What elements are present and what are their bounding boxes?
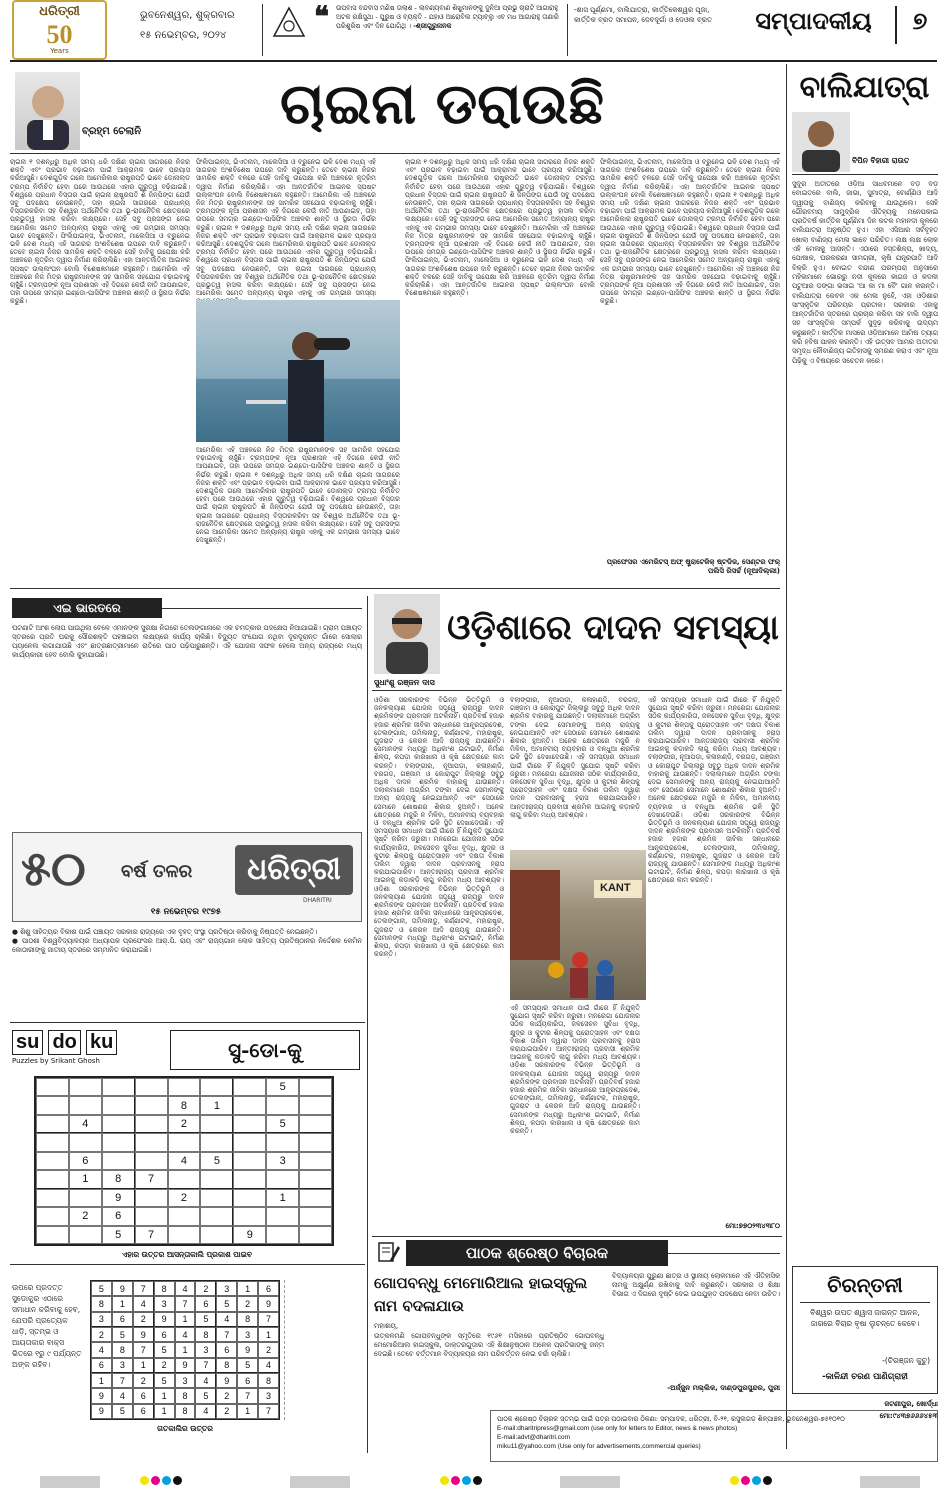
baliyatra-body: ସୁଦୂର ଅତୀତରେ ଓଡ଼ିଆ ସାଧବମାନେ ବଡ଼ ବଡ଼ ବୋଇତରେ ବାଲି, ଜାଭା, ସୁମାତ୍ରା, ବୋର୍ଣ୍ଣିଓ ଆଦି ଦ୍ୱୀପକୁ ବାଣିଜ୍ୟ କରିବାକୁ ଯାଉଥିଲେ। ସେହି ଗୌରବମୟ ସାମୁଦ୍ରିକ ଐତିହ୍ୟକୁ ମନେପକାଇ ପ୍ରତିବର୍ଷ କାର୍ତ୍ତିକ ପୂର୍ଣ୍ଣିମା ଦିନ କଟକ ମହାନଦୀ କୂଳରେ ବାଲିଯାତ୍ରା ଅନୁଷ୍ଠିତ ହୁଏ। ଏହା ଏସିଆର ସର୍ବବୃହତ ଖୋଲା ବାଣିଜ୍ୟ ମେଳା ଭାବେ ପରିଚିତ। ଲକ୍ଷ ଲକ୍ଷ ଲୋକ ଏହି ମେଳାକୁ ଆସନ୍ତି। ଏଠାରେ ହସ୍ତଶିଳ୍ପ, ଖାଦ୍ୟ, ପୋଷାକ, ଘରକରଣା ସାମଗ୍ରୀ, କୃଷି ଯନ୍ତ୍ରପାତି ଆଦି ବିକ୍ରି ହୁଏ। ବୋଇତ ବନ୍ଦାଣ ପରମ୍ପରା ଅନୁସାରେ ମହିଳାମାନେ ଭୋରରୁ ନଦୀ କୂଳରେ କାଗଜ ଓ କଦଳୀ ପଟୁଆର ଡଙ୍ଗା ଭସାଇ 'ଆ କା ମା ବୈ' ଗାନ କରନ୍ତି। ବାଲିଯାତ୍ରା କେବଳ ଏକ ମେଳା ନୁହେଁ, ଏହା ଓଡ଼ିଶାର ସାଂସ୍କୃତିକ ପରିଚୟର ପ୍ରତୀକ। ସରକାର ଏହାକୁ ଆନ୍ତର୍ଜାତିକ ସ୍ତରରେ ପ୍ରଚାର କରିବା ସହ ବାଲି ଦ୍ୱୀପ ସହ ସାଂସ୍କୃତିକ ସମ୍ପର୍କ ସୁଦୃଢ଼ କରିବାକୁ ଉଦ୍ୟମ କରୁଛନ୍ତି। କାର୍ତ୍ତିକ ମାସରେ ଓଡ଼ିଆମାନେ ଆମିଷ ତ୍ୟାଗ କରି ହବିଷ ପାଳନ କରନ୍ତି। ଏହି ଉତ୍ସବ ଆମର ଅତୀତର ସମୃଦ୍ଧ ନୌବାଣିଜ୍ୟ ଇତିହାସକୁ ସ୍ମରଣ କରାଏ ଏବଂ ନୂଆ ପିଢ଼ିକୁ ଏ ବିଷୟରେ ସଚେତନ କରେ। xyxy=(792,180,938,365)
registration-mark xyxy=(560,1476,620,1488)
sudoku-cell: 2 xyxy=(69,1207,102,1225)
labour-paragraph: ଓଡ଼ିଶା ସରକାରଙ୍କ ବିଭିନ୍ନ ଭିତ୍ତିଭୂମି ଓ ଜନକଲ୍ୟାଣ ଯୋଜନା ସତ୍ତ୍ୱେ ରାଜ୍ୟରୁ ଦାଦନ ଶ୍ରମିକଙ୍କ ପ୍ରବାସନ ଅଟକିନାହିଁ। ପ୍ରତିବର୍ଷ ହଜାର ହଜାର ଶ୍ରମିକ ଜୀବିକା ସନ୍ଧାନରେ ଆନ୍ଧ୍ରପ୍ରଦେଶ, ତେଲଙ୍ଗାନା, ତାମିଲନାଡୁ, କର୍ଣ୍ଣାଟକ, ମହାରାଷ୍ଟ୍ର, ଗୁଜରାଟ ଓ କେରଳ ଆଦି ରାଜ୍ୟକୁ ଯାଉଛନ୍ତି। ସେମାନଙ୍କ ମଧ୍ୟରୁ ଅଧିକାଂଶ ଇଟାଭାଟି, ନିର୍ମାଣ ଶିଳ୍ପ, କପଡ଼ା କାରଖାନା ଓ କୃଷି କ୍ଷେତ୍ରରେ କାମ କରନ୍ତି। xyxy=(510,1061,640,1136)
sudoku-answer-cell: 4 xyxy=(258,1358,279,1373)
sudoku-cell xyxy=(102,1115,135,1133)
sudoku-cell xyxy=(36,1078,69,1096)
labour-col-1 xyxy=(374,696,504,1232)
place-day: ଭୁବନେଶ୍ୱର, ଶୁକ୍ରବାର xyxy=(140,10,235,21)
chintani-credit-1: -(ଚିରଞ୍ଜନ କୁଚୁ) xyxy=(882,1356,930,1365)
lead-photo-navy-binoculars xyxy=(196,300,400,442)
baliyatra-sign: ଜଟଣୀପୁର, ଖୋର୍ଦ୍ଧା xyxy=(884,1400,938,1408)
sudoku-answer-cell: 6 xyxy=(216,1342,237,1357)
section-title: ସମ୍ପାଦକୀୟ xyxy=(732,6,897,44)
registration-mark xyxy=(730,1476,774,1488)
lead-paragraph: ଆମେରିକା ଏହି ଅଞ୍ଚଳରେ ନିଜ ମିତ୍ର ରାଷ୍ଟ୍ରମାନଙ୍କ ସହ ସାମରିକ ସହଯୋଗ ବଢ଼ାଇବାକୁ ଚାହୁଁଛି। ଟ୍ରମ୍ପଙ୍କ ନୂଆ ପ୍ରଶାସନ ଏହି ଦିଗରେ କେଉଁ ନୀତି ଆପଣାଇବ, ତାହା ଉପରେ ସମଗ୍ର ଇଣ୍ଡୋ-ପାସିଫିକ ଅଞ୍ଚଳର ଶାନ୍ତି ଓ ସ୍ଥିରତା ନିର୍ଭର କରୁଛି। xyxy=(405,223,595,257)
sudoku-cell: 7 xyxy=(135,1170,168,1188)
print-registration-marks xyxy=(0,1472,945,1492)
lead-col-4 xyxy=(600,158,780,556)
sudoku-answer-cell: 4 xyxy=(175,1281,196,1296)
sudoku-cell xyxy=(233,1133,266,1151)
sudoku-cell: 3 xyxy=(266,1152,299,1170)
divider xyxy=(668,1253,780,1254)
labour-paragraph: ଓଡ଼ିଶା ସରକାରଙ୍କ ବିଭିନ୍ନ ଭିତ୍ତିଭୂମି ଓ ଜନକଲ୍ୟାଣ ଯୋଜନା ସତ୍ତ୍ୱେ ରାଜ୍ୟରୁ ଦାଦନ ଶ୍ରମିକଙ୍କ ପ୍ରବାସନ ଅଟକିନାହିଁ। ପ୍ରତିବର୍ଷ ହଜାର ହଜାର ଶ୍ରମିକ ଜୀବିକା ସନ୍ଧାନରେ ଆନ୍ଧ୍ରପ୍ରଦେଶ, ତେଲଙ୍ଗାନା, ତାମିଲନାଡୁ, କର୍ଣ୍ଣାଟକ, ମହାରାଷ୍ଟ୍ର, ଗୁଜରାଟ ଓ କେରଳ ଆଦି ରାଜ୍ୟକୁ ଯାଉଛନ୍ତି। ସେମାନଙ୍କ ମଧ୍ୟରୁ ଅଧିକାଂଶ ଇଟାଭାଟି, ନିର୍ମାଣ ଶିଳ୍ପ, କପଡ଼ା କାରଖାନା ଓ କୃଷି କ୍ଷେତ୍ରରେ କାମ କରନ୍ତି। xyxy=(648,810,780,885)
sudoku-answer-cell: 2 xyxy=(258,1342,279,1357)
sudoku-answer-cell: 3 xyxy=(195,1342,216,1357)
sudoku-answer-cell: 5 xyxy=(195,1312,216,1327)
sudoku-cell: 5 xyxy=(200,1152,233,1170)
throwback-brand: ଧରିତ୍ରୀ xyxy=(235,845,353,895)
throwback-banner xyxy=(12,832,362,922)
sudoku-answer-cell: 2 xyxy=(154,1358,175,1373)
sudoku-cell xyxy=(69,1189,102,1207)
sudoku-title-or: ସୁ-ଡୋ-କୁ xyxy=(170,1030,360,1070)
labour-contact: ମୋ:୭୭୦୨୩୪୩୮୦ xyxy=(725,1222,780,1230)
sudoku-cell xyxy=(135,1115,168,1133)
sudoku-cell xyxy=(233,1207,266,1225)
quote-icon: ❝ xyxy=(314,0,330,33)
sudoku-answer-cell: 5 xyxy=(112,1404,133,1419)
sudoku-answer-cell: 3 xyxy=(237,1327,258,1342)
sudoku-answer-cell: 7 xyxy=(258,1404,279,1419)
sudoku-answer-cell: 6 xyxy=(133,1388,154,1403)
sudoku-cell: 9 xyxy=(102,1189,135,1207)
sudoku-answer-cell: 7 xyxy=(258,1312,279,1327)
sudoku-cell: 7 xyxy=(135,1226,168,1244)
sudoku-cell xyxy=(102,1133,135,1151)
sudoku-answer-cell: 4 xyxy=(175,1327,196,1342)
sudoku-cell xyxy=(36,1133,69,1151)
sudoku-answer-cell: 7 xyxy=(133,1281,154,1296)
sudoku-answer-label: ଗତକାଲିର ଉତ୍ତର xyxy=(157,1424,213,1433)
divider xyxy=(10,1264,365,1265)
sudoku-cell xyxy=(299,1096,332,1114)
sudoku-cell xyxy=(36,1226,69,1244)
divider xyxy=(262,4,263,56)
almanac: -ଶାସ ପୂର୍ଣ୍ଣମା, ବାଲିଯାତ୍ରା, କାର୍ତ୍ତିକେଶ୍ୱର ପୂଜା, କାର୍ତ୍ତିକ ବ୍ରତ ସମାପନ, ଦେବଦୂର୍ଗା ଓ ଦେଓଲ ବ୍ରତ xyxy=(574,6,713,24)
sudoku-cell xyxy=(135,1078,168,1096)
logo-years: 50 xyxy=(46,20,73,49)
registration-mark xyxy=(860,1476,920,1488)
sudoku-cell xyxy=(266,1226,299,1244)
divider xyxy=(162,608,362,609)
labour-paragraph: ଏହି ସମସ୍ୟାର ସମାଧାନ ପାଇଁ ଗାଁରେ ହିଁ ନିଯୁକ୍ତି ସୁଯୋଗ ସୃଷ୍ଟି କରିବା ଜରୁରୀ। ମନରେଗା ଯୋଜନାର ସଠିକ କାର୍ଯ୍ୟକାରିତା, ଜଳସେଚନ ସୁବିଧା ବୃଦ୍ଧି, କ୍ଷୁଦ୍ର ଓ କୁଟୀର ଶିଳ୍ପକୁ ପ୍ରୋତ୍ସାହନ ଏବଂ ଦକ୍ଷତା ବିକାଶ ତାଲିମ ଦ୍ୱାରା ଦାଦନ ପ୍ରବାସନକୁ ହ୍ରାସ କରାଯାଇପାରିବ। ଆନ୍ତଃରାଜ୍ୟ ପ୍ରବାସୀ ଶ୍ରମିକ ଆଇନକୁ କଡ଼ାକଡ଼ି ଲାଗୁ କରିବା ମଧ୍ୟ ଆବଶ୍ୟକ। xyxy=(374,819,504,885)
sudoku-answer-cell: 8 xyxy=(91,1296,112,1311)
sudoku-cell xyxy=(200,1170,233,1188)
sudoku-answer-cell: 2 xyxy=(133,1373,154,1388)
sudoku-answer-cell: 3 xyxy=(258,1388,279,1403)
labour-headline: ଓଡ଼ିଶାରେ ଦାଦନ ସମସ୍ୟା xyxy=(447,608,779,648)
sudoku-cell xyxy=(233,1078,266,1096)
sudoku-note: ଏହାର ଉତ୍ତର ଆସନ୍ତାକାଲି ପ୍ରକାଶ ପାଇବ xyxy=(122,1250,252,1259)
sudoku-answer-cell: 4 xyxy=(216,1312,237,1327)
sudoku-cell xyxy=(168,1170,201,1188)
sudoku-cell xyxy=(135,1133,168,1151)
labour-col-2b xyxy=(510,1004,640,1232)
divider xyxy=(367,596,368,1453)
letters-headline: ଗୋପବନ୍ଧୁ ମେମୋରିଆଲ ହାଇସ୍କୁଲ ନାମ ବଦଳାଯାଉ xyxy=(374,1274,588,1315)
sudoku-answer-cell: 8 xyxy=(175,1404,196,1419)
sudoku-cell xyxy=(299,1133,332,1151)
author-photo xyxy=(15,72,80,150)
sudoku-answer-cell: 3 xyxy=(112,1358,133,1373)
labour-paragraph: ଏହି ସମସ୍ୟାର ସମାଧାନ ପାଇଁ ଗାଁରେ ହିଁ ନିଯୁକ୍ତି ସୁଯୋଗ ସୃଷ୍ଟି କରିବା ଜରୁରୀ। ମନରେଗା ଯୋଜନାର ସଠିକ କାର୍ଯ୍ୟକାରିତା, ଜଳସେଚନ ସୁବିଧା ବୃଦ୍ଧି, କ୍ଷୁଦ୍ର ଓ କୁଟୀର ଶିଳ୍ପକୁ ପ୍ରୋତ୍ସାହନ ଏବଂ ଦକ୍ଷତା ବିକାଶ ତାଲିମ ଦ୍ୱାରା ଦାଦନ ପ୍ରବାସନକୁ ହ୍ରାସ କରାଯାଇପାରିବ। ଆନ୍ତଃରାଜ୍ୟ ପ୍ରବାସୀ ଶ୍ରମିକ ଆଇନକୁ କଡ଼ାକଡ଼ି ଲାଗୁ କରିବା ମଧ୍ୟ ଆବଶ୍ୟକ। xyxy=(648,696,780,754)
quote-author: -ଶ୍ରୀଗୁରୁନାନକ xyxy=(413,22,452,30)
sudoku-cell xyxy=(135,1189,168,1207)
lead-paragraph: ଆମେରିକା ଏହି ଅଞ୍ଚଳରେ ନିଜ ମିତ୍ର ରାଷ୍ଟ୍ରମାନଙ୍କ ସହ ସାମରିକ ସହଯୋଗ ବଢ଼ାଇବାକୁ ଚାହୁଁଛି। ଟ୍ରମ୍ପଙ୍କ ନୂଆ ପ୍ରଶାସନ ଏହି ଦିଗରେ କେଉଁ ନୀତି ଆପଣାଇବ, ତାହା ଉପରେ ସମଗ୍ର ଇଣ୍ଡୋ-ପାସିଫିକ ଅଞ୍ଚଳର ଶାନ୍ତି ଓ ସ୍ଥିରତା ନିର୍ଭର କରୁଛି। xyxy=(600,264,780,306)
emblem-icon xyxy=(272,6,306,40)
station-sign: KANT xyxy=(600,882,631,894)
sudoku-answer-cell: 5 xyxy=(195,1388,216,1403)
sudoku-brand-do: do xyxy=(48,1030,80,1055)
sudoku-by: Puzzles by Srikant Ghosh xyxy=(12,1057,100,1065)
sudoku-brand-su: su xyxy=(12,1030,43,1055)
registration-mark xyxy=(440,1476,484,1488)
sudoku-cell xyxy=(200,1078,233,1096)
email-line-2: E-mail:advt@dharitri.com xyxy=(497,1434,571,1441)
sudoku-answer-cell: 5 xyxy=(154,1342,175,1357)
ei-bharatare-title: ଏଇ ଭାରତରେ xyxy=(12,598,162,618)
sudoku-answer-cell: 2 xyxy=(133,1312,154,1327)
sudoku-answer-cell: 2 xyxy=(216,1404,237,1419)
sudoku-answer-cell: 6 xyxy=(258,1281,279,1296)
sudoku-answer-cell: 7 xyxy=(195,1358,216,1373)
sudoku-answer-cell: 1 xyxy=(175,1342,196,1357)
sudoku-answer-cell: 9 xyxy=(112,1281,133,1296)
sudoku-answer-cell: 9 xyxy=(216,1373,237,1388)
lead-paragraph: ଚାଇନା ୧ ଦଶନ୍ଧିରୁ ଅଧିକ ସମୟ ଧରି ଦକ୍ଷିଣ ଚାଇନା ସାଗରରେ ନିଜର ଶକ୍ତି ଏବଂ ପ୍ରଭାବ ବଢ଼ାଇବା ପାଇଁ ଆକ୍ରାମକ ଭାବେ ପ୍ରୟାସ କରିଆସୁଛି। ଦେଶଗୁଡ଼ିକ ଗଲେ ଆମେରିକାର ରାଷ୍ଟ୍ରପତି ଭାବେ ଡୋନାଲ୍ଡ ଟ୍ରମ୍ପ ନିର୍ବାଚିତ ହେବା ପରେ ଆଉଥରେ ଏହାର ଗୁରୁତ୍ୱ ବଢ଼ିଯାଇଛି। ବିଶ୍ୱରେ ପ୍ରଧାନ ବିସ୍ତାର ପାଇଁ ଚାଇନା ରାଷ୍ଟ୍ରପତି ଶି ଜିନ୍‌ପିଙ୍ଗ ଯେଉଁ ସବୁ ପଦକ୍ଷେପ ନେଉଛନ୍ତି, ତାହା ଚାଇନା ସାଗରରେ ପ୍ରାଧାନ୍ୟ ବିସ୍ତାରକରିବା ସହ ବିଶ୍ୱର ଅର୍ଥନୈତିକ ତଥା ଭୂ-ରାଜନୈତିକ କ୍ଷେତ୍ରରେ ପ୍ରଭୁତ୍ୱ ହାସଲ କରିବା ଲକ୍ଷ୍ୟରେ। ସେହି ସବୁ ପ୍ରସଙ୍ଗ ନେଇ ଆମେରିକା ସମେତ ଅନ୍ୟାନ୍ୟ ରାଷ୍ଟ୍ର ଏହାକୁ ଏକ ଗମ୍ଭୀର ସମସ୍ୟା ଭାବେ ଦେଖୁଛନ୍ତି। xyxy=(600,190,780,273)
logo xyxy=(12,0,107,60)
sudoku-answer-cell: 8 xyxy=(216,1358,237,1373)
sudoku-answer-cell: 5 xyxy=(91,1281,112,1296)
sudoku-cell: 1 xyxy=(69,1170,102,1188)
labour-author: ସୁଧାଂଶୁ ରଞ୍ଜନ ଦାସ xyxy=(374,678,435,687)
lead-col-3 xyxy=(405,158,595,584)
sudoku-answer-cell: 9 xyxy=(91,1388,112,1403)
address-line: ପାଠକ ଶ୍ରେଷ୍ଠ ବିଚାରକ ସ୍ତମ୍ଭ ପାଇଁ ପତ୍ର ପଠାଇବାର ଠିକଣା: ସମ୍ପାଦକ, ଧରିତ୍ରୀ, ବି-୨୧, ରସୁଲଗଡ଼ ଶିଳ୍ପାଞ୍ଚଳ, ଭୁବନେଶ୍ୱର-୭୫୧୦୧୦ xyxy=(497,1415,845,1423)
sudoku-answer-cell: 1 xyxy=(237,1404,258,1419)
sudoku-cell xyxy=(168,1207,201,1225)
sudoku-cell xyxy=(299,1189,332,1207)
sudoku-cell xyxy=(233,1189,266,1207)
divider xyxy=(10,588,780,589)
sudoku-cell: 8 xyxy=(102,1170,135,1188)
sudoku-answer-cell: 4 xyxy=(91,1342,112,1357)
sudoku-answer-cell: 9 xyxy=(258,1296,279,1311)
sudoku-answer-cell: 1 xyxy=(175,1312,196,1327)
sudoku-cell: 6 xyxy=(102,1207,135,1225)
throwback-brand-small: DHARITRI xyxy=(303,897,332,904)
sudoku-answer-cell: 5 xyxy=(112,1327,133,1342)
sudoku-cell xyxy=(135,1152,168,1170)
sudoku-cell xyxy=(200,1189,233,1207)
sudoku-brand-ku: ku xyxy=(86,1030,117,1055)
labour-paragraph: ଏହି ସମସ୍ୟାର ସମାଧାନ ପାଇଁ ଗାଁରେ ହିଁ ନିଯୁକ୍ତି ସୁଯୋଗ ସୃଷ୍ଟି କରିବା ଜରୁରୀ। ମନରେଗା ଯୋଜନାର ସଠିକ କାର୍ଯ୍ୟକାରିତା, ଜଳସେଚନ ସୁବିଧା ବୃଦ୍ଧି, କ୍ଷୁଦ୍ର ଓ କୁଟୀର ଶିଳ୍ପକୁ ପ୍ରୋତ୍ସାହନ ଏବଂ ଦକ୍ଷତା ବିକାଶ ତାଲିମ ଦ୍ୱାରା ଦାଦନ ପ୍ରବାସନକୁ ହ୍ରାସ କରାଯାଇପାରିବ। ଆନ୍ତଃରାଜ୍ୟ ପ୍ରବାସୀ ଶ୍ରମିକ ଆଇନକୁ କଡ଼ାକଡ଼ି ଲାଗୁ କରିବା ମଧ୍ୟ ଆବଶ୍ୟକ। xyxy=(510,1004,640,1062)
sudoku-answer-cell: 9 xyxy=(237,1342,258,1357)
sudoku-cell: 1 xyxy=(200,1096,233,1114)
lead-paragraph: ଫିଲିପାଇନ୍ସ, ଭିଏତନାମ, ମାଲେସିଆ ଓ ବ୍ରୁନେଇ ଭଳି ଦେଶ ମଧ୍ୟ ଏହି ସାଗରର ଅଂଶବିଶେଷ ଉପରେ ଦାବି କରୁଛନ୍ତି। ତେବେ ଚାଇନା ନିଜର ସାମରିକ ଶକ୍ତି ବଳରେ ସେହି ଦାବିକୁ ଉପେକ୍ଷା କରି ଅଞ୍ଚଳରେ କୃତ୍ରିମ ଦ୍ୱୀପ ନିର୍ମାଣ କରିଚାଲିଛି। ଏହା ଆନ୍ତର୍ଜାତିକ ଆଇନର ସ୍ପଷ୍ଟ ଉଲ୍ଲଂଘନ ବୋଲି ବିଶେଷଜ୍ଞମାନେ କହୁଛନ୍ତି। xyxy=(196,158,376,199)
letters-sign: -ଅର୍ଜ୍ଜୁନ ମଲ୍ଲିକ, ଦାଣ୍ଡପୁରସୁନ୍ଦର, ପୁରୀ xyxy=(667,1384,780,1392)
sudoku-cell xyxy=(168,1226,201,1244)
sudoku-cell xyxy=(299,1115,332,1133)
sudoku-answer-cell: 9 xyxy=(133,1327,154,1342)
sudoku-answer-cell: 8 xyxy=(258,1373,279,1388)
page-number: ୭ xyxy=(912,6,928,35)
registration-mark xyxy=(290,1476,350,1488)
sudoku-answer-cell: 2 xyxy=(195,1281,216,1296)
throwback-number: ୫୦ xyxy=(21,841,86,897)
sudoku-cell xyxy=(200,1207,233,1225)
email-line-3: miku11@yahoo.com (Use only for advertisements,commercial queries) xyxy=(497,1443,701,1450)
sudoku-cell xyxy=(266,1133,299,1151)
sudoku-answer-cell: 7 xyxy=(216,1327,237,1342)
sudoku-answer-cell: 3 xyxy=(154,1296,175,1311)
sudoku-cell xyxy=(266,1207,299,1225)
baliyatra-author-photo xyxy=(792,112,850,172)
chintani-body: ବିଶ୍ୱର ଉପତ ଶ୍ୱାସ ଜାଗନ୍ତ ଆନନ, ଜାଗରେ ବିଚାର ବୃଷା ଲୁଚନ୍ତେ କେବେ। xyxy=(810,1308,920,1328)
sudoku-answer-cell: 6 xyxy=(112,1312,133,1327)
sudoku-answer-cell: 2 xyxy=(91,1327,112,1342)
logo-years-label: Years xyxy=(50,47,69,55)
sudoku-cell: 2 xyxy=(168,1115,201,1133)
lead-paragraph: ଆମେରିକା ଏହି ଅଞ୍ଚଳରେ ନିଜ ମିତ୍ର ରାଷ୍ଟ୍ରମାନଙ୍କ ସହ ସାମରିକ ସହଯୋଗ ବଢ଼ାଇବାକୁ ଚାହୁଁଛି। ଟ୍ରମ୍ପଙ୍କ ନୂଆ ପ୍ରଶାସନ ଏହି ଦିଗରେ କେଉଁ ନୀତି ଆପଣାଇବ, ତାହା ଉପରେ ସମଗ୍ର ଇଣ୍ଡୋ-ପାସିଫିକ ଅଞ୍ଚଳର ଶାନ୍ତି ଓ ସ୍ଥିରତା ନିର୍ଭର କରୁଛି। xyxy=(196,446,400,479)
sudoku-cell xyxy=(168,1078,201,1096)
sudoku-answer-grid xyxy=(90,1280,280,1420)
labour-paragraph: ଏହି ସମସ୍ୟାର ସମାଧାନ ପାଇଁ ଗାଁରେ ହିଁ ନିଯୁକ୍ତି ସୁଯୋଗ ସୃଷ୍ଟି କରିବା ଜରୁରୀ। ମନରେଗା ଯୋଜନାର ସଠିକ କାର୍ଯ୍ୟକାରିତା, ଜଳସେଚନ ସୁବିଧା ବୃଦ୍ଧି, କ୍ଷୁଦ୍ର ଓ କୁଟୀର ଶିଳ୍ପକୁ ପ୍ରୋତ୍ସାହନ ଏବଂ ଦକ୍ଷତା ବିକାଶ ତାଲିମ ଦ୍ୱାରା ଦାଦନ ପ୍ରବାସନକୁ ହ୍ରାସ କରାଯାଇପାରିବ। ଆନ୍ତଃରାଜ୍ୟ ପ୍ରବାସୀ ଶ୍ରମିକ ଆଇନକୁ କଡ଼ାକଡ଼ି ଲାଗୁ କରିବା ମଧ୍ୟ ଆବଶ୍ୟକ। xyxy=(510,753,640,819)
sudoku-cell xyxy=(36,1115,69,1133)
sudoku-cell xyxy=(102,1152,135,1170)
baliyatra-title: ବାଲିଯାତ୍ରା xyxy=(799,70,930,105)
sudoku-answer-cell: 7 xyxy=(237,1388,258,1403)
sudoku-answer-cell: 7 xyxy=(133,1342,154,1357)
sudoku-answer-cell: 1 xyxy=(154,1404,175,1419)
sudoku-answer-cell: 4 xyxy=(195,1373,216,1388)
sudoku-cell xyxy=(233,1152,266,1170)
labour-paragraph: ଓଡ଼ିଶା ସରକାରଙ୍କ ବିଭିନ୍ନ ଭିତ୍ତିଭୂମି ଓ ଜନକଲ୍ୟାଣ ଯୋଜନା ସତ୍ତ୍ୱେ ରାଜ୍ୟରୁ ଦାଦନ ଶ୍ରମିକଙ୍କ ପ୍ରବାସନ ଅଟକିନାହିଁ। ପ୍ରତିବର୍ଷ ହଜାର ହଜାର ଶ୍ରମିକ ଜୀବିକା ସନ୍ଧାନରେ ଆନ୍ଧ୍ରପ୍ରଦେଶ, ତେଲଙ୍ଗାନା, ତାମିଲନାଡୁ, କର୍ଣ୍ଣାଟକ, ମହାରାଷ୍ଟ୍ର, ଗୁଜରାଟ ଓ କେରଳ ଆଦି ରାଜ୍ୟକୁ ଯାଉଛନ୍ତି। ସେମାନଙ୍କ ମଧ୍ୟରୁ ଅଧିକାଂଶ ଇଟାଭାଟି, ନିର୍ମାଣ ଶିଳ୍ପ, କପଡ଼ା କାରଖାନା ଓ କୃଷି କ୍ଷେତ୍ରରେ କାମ କରନ୍ତି। xyxy=(374,696,504,770)
sudoku-cell: 8 xyxy=(168,1096,201,1114)
sudoku-answer-cell: 6 xyxy=(237,1373,258,1388)
sudoku-cell xyxy=(299,1078,332,1096)
sudoku-answer-cell: 2 xyxy=(216,1388,237,1403)
ei-bharatare-body: ଘଟଣାଟି ଆଂଶ ଲୋପ ପାଉଥିଲା ବେଳେ ଏମାନଙ୍କ ସୁରକ୍ଷା ନିଗରେ ତେଲଙ୍ଗାନାରେ ଏକ ଚମତ୍କାର ପଦକ୍ଷେପ ନିଆଯାଇଛି। ଗ୍ରାମ ପଞ୍ଚାୟତ ସ୍ତରରେ ପ୍ରତି ଘରକୁ ସୌରଶକ୍ତି ପହଞ୍ଚାଇବା ଲକ୍ଷ୍ୟରେ କାର୍ଯ୍ୟ ଚାଲିଛି। ବିଦ୍ୟୁତ ସଂଯୋଗ ନଥିବା ଦୂରଦୂରାନ୍ତ ଗାଁରେ ସୋଲାର ପ୍ୟାନେଲ ଲଗାଯାଉଛି ଏବଂ ଛାତ୍ରଛାତ୍ରୀମାନେ ରାତିରେ ପାଠ ପଢ଼ିପାରୁଛନ୍ତି। ଏହି ଯୋଜନା ସଫଳ ହେଲେ ଅନ୍ୟ ରାଜ୍ୟରେ ମଧ୍ୟ କାର୍ଯ୍ୟକାରୀ ହେବ ବୋଲି କୁହାଯାଉଛି। xyxy=(12,624,362,659)
labour-paragraph: ବଲାଙ୍ଗୀର, ନୂଆପଡ଼ା, କଳାହାଣ୍ଡି, ବରଗଡ଼, ଗଞ୍ଜାମ ଓ କୋରାପୁଟ ଜିଲ୍ଲାରୁ ସବୁଠୁ ଅଧିକ ଦାଦନ ଶ୍ରମିକ ବାହାରକୁ ଯାଉଛନ୍ତି। ଦଲାଲମାନେ ଅଗ୍ରିମ ଟଙ୍କା ଦେଇ ସେମାନଙ୍କୁ ଅନ୍ୟ ରାଜ୍ୟକୁ ନେଇଯାଆନ୍ତି ଏବଂ ସେଠାରେ ସେମାନେ ଶୋଷଣର ଶିକାର ହୁଅନ୍ତି। ଅନେକ କ୍ଷେତ୍ରରେ ମଜୁରି ନ ମିଳିବା, ଅମାନବୀୟ ବ୍ୟବହାର ଓ ବନ୍ଧୁଆ ଶ୍ରମିକ ଭଳି ସ୍ଥିତି ଦେଖାଦେଉଛି। xyxy=(510,696,640,762)
lead-author: ବ୍ରହ୍ମ ଚେଲାନି xyxy=(82,126,142,137)
sudoku-cell: 5 xyxy=(266,1115,299,1133)
sudoku-answer-cell: 9 xyxy=(91,1404,112,1419)
lead-paragraph: ଚାଇନା ୧ ଦଶନ୍ଧିରୁ ଅଧିକ ସମୟ ଧରି ଦକ୍ଷିଣ ଚାଇନା ସାଗରରେ ନିଜର ଶକ୍ତି ଏବଂ ପ୍ରଭାବ ବଢ଼ାଇବା ପାଇଁ ଆକ୍ରାମକ ଭାବେ ପ୍ରୟାସ କରିଆସୁଛି। ଦେଶଗୁଡ଼ିକ ଗଲେ ଆମେରିକାର ରାଷ୍ଟ୍ରପତି ଭାବେ ଡୋନାଲ୍ଡ ଟ୍ରମ୍ପ ନିର୍ବାଚିତ ହେବା ପରେ ଆଉଥରେ ଏହାର ଗୁରୁତ୍ୱ ବଢ଼ିଯାଇଛି। ବିଶ୍ୱରେ ପ୍ରଧାନ ବିସ୍ତାର ପାଇଁ ଚାଇନା ରାଷ୍ଟ୍ରପତି ଶି ଜିନ୍‌ପିଙ୍ଗ ଯେଉଁ ସବୁ ପଦକ୍ଷେପ ନେଉଛନ୍ତି, ତାହା ଚାଇନା ସାଗରରେ ପ୍ରାଧାନ୍ୟ ବିସ୍ତାରକରିବା ସହ ବିଶ୍ୱର ଅର୍ଥନୈତିକ ତଥା ଭୂ-ରାଜନୈତିକ କ୍ଷେତ୍ରରେ ପ୍ରଭୁତ୍ୱ ହାସଲ କରିବା ଲକ୍ଷ୍ୟରେ। ସେହି ସବୁ ପ୍ରସଙ୍ଗ ନେଇ ଆମେରିକା ସମେତ ଅନ୍ୟାନ୍ୟ ରାଷ୍ଟ୍ର ଏହାକୁ ଏକ ଗମ୍ଭୀର ସମସ୍ୟା ଭାବେ ଦେଖୁଛନ୍ତି। xyxy=(405,158,595,232)
lead-paragraph: ଆମେରିକା ଏହି ଅଞ୍ଚଳରେ ନିଜ ମିତ୍ର ରାଷ୍ଟ୍ରମାନଙ୍କ ସହ ସାମରିକ ସହଯୋଗ ବଢ଼ାଇବାକୁ ଚାହୁଁଛି। ଟ୍ରମ୍ପଙ୍କ ନୂଆ ପ୍ରଶାସନ ଏହି ଦିଗରେ କେଉଁ ନୀତି ଆପଣାଇବ, ତାହା ଉପରେ ସମଗ୍ର ଇଣ୍ଡୋ-ପାସିଫିକ ଅଞ୍ଚଳର ଶାନ୍ତି ଓ ସ୍ଥିରତା ନିର୍ଭର କରୁଛି। xyxy=(10,264,190,306)
baliyatra-phone: ମୋ:୯୪୩୭୬୬୬୪୫୩ xyxy=(879,1412,938,1420)
sudoku-answer-cell: 7 xyxy=(175,1296,196,1311)
sudoku-cell xyxy=(299,1152,332,1170)
labour-paragraph: ବଲାଙ୍ଗୀର, ନୂଆପଡ଼ା, କଳାହାଣ୍ଡି, ବରଗଡ଼, ଗଞ୍ଜାମ ଓ କୋରାପୁଟ ଜିଲ୍ଲାରୁ ସବୁଠୁ ଅଧିକ ଦାଦନ ଶ୍ରମିକ ବାହାରକୁ ଯାଉଛନ୍ତି। ଦଲାଲମାନେ ଅଗ୍ରିମ ଟଙ୍କା ଦେଇ ସେମାନଙ୍କୁ ଅନ୍ୟ ରାଜ୍ୟକୁ ନେଇଯାଆନ୍ତି ଏବଂ ସେଠାରେ ସେମାନେ ଶୋଷଣର ଶିକାର ହୁଅନ୍ତି। ଅନେକ କ୍ଷେତ୍ରରେ ମଜୁରି ନ ମିଳିବା, ଅମାନବୀୟ ବ୍ୟବହାର ଓ ବନ୍ଧୁଆ ଶ୍ରମିକ ଭଳି ସ୍ଥିତି ଦେଖାଦେଉଛି। xyxy=(374,761,504,828)
sudoku-answer-cell: 4 xyxy=(133,1296,154,1311)
sudoku-cell xyxy=(36,1152,69,1170)
sudoku-cell xyxy=(102,1078,135,1096)
sudoku-cell: 5 xyxy=(102,1226,135,1244)
lead-paragraph: ଫିଲିପାଇନ୍ସ, ଭିଏତନାମ, ମାଲେସିଆ ଓ ବ୍ରୁନେଇ ଭଳି ଦେଶ ମଧ୍ୟ ଏହି ସାଗରର ଅଂଶବିଶେଷ ଉପରେ ଦାବି କରୁଛନ୍ତି। ତେବେ ଚାଇନା ନିଜର ସାମରିକ ଶକ୍ତି ବଳରେ ସେହି ଦାବିକୁ ଉପେକ୍ଷା କରି ଅଞ୍ଚଳରେ କୃତ୍ରିମ ଦ୍ୱୀପ ନିର୍ମାଣ କରିଚାଲିଛି। ଏହା ଆନ୍ତର୍ଜାତିକ ଆଇନର ସ୍ପଷ୍ଟ ଉଲ୍ଲଂଘନ ବୋଲି ବିଶେଷଜ୍ଞମାନେ କହୁଛନ୍ତି। xyxy=(405,256,595,298)
labour-paragraph: ଓଡ଼ିଶା ସରକାରଙ୍କ ବିଭିନ୍ନ ଭିତ୍ତିଭୂମି ଓ ଜନକଲ୍ୟାଣ ଯୋଜନା ସତ୍ତ୍ୱେ ରାଜ୍ୟରୁ ଦାଦନ ଶ୍ରମିକଙ୍କ ପ୍ରବାସନ ଅଟକିନାହିଁ। ପ୍ରତିବର୍ଷ ହଜାର ହଜାର ଶ୍ରମିକ ଜୀବିକା ସନ୍ଧାନରେ ଆନ୍ଧ୍ରପ୍ରଦେଶ, ତେଲଙ୍ଗାନା, ତାମିଲନାଡୁ, କର୍ଣ୍ଣାଟକ, ମହାରାଷ୍ଟ୍ର, ଗୁଜରାଟ ଓ କେରଳ ଆଦି ରାଜ୍ୟକୁ ଯାଉଛନ୍ତି। ସେମାନଙ୍କ ମଧ୍ୟରୁ ଅଧିକାଂଶ ଇଟାଭାଟି, ନିର୍ମାଣ ଶିଳ୍ପ, କପଡ଼ା କାରଖାନା ଓ କୃଷି କ୍ଷେତ୍ରରେ କାମ କରନ୍ତି। xyxy=(374,884,504,959)
letters-body-right: ବିଦ୍ୟାଳୟର ପୁରୁଣା ଛାତ୍ର ଓ ସ୍ଥାନୀୟ ଲୋକମାନେ ଏହି ଐତିହାସିକ ନାମକୁ ଅକ୍ଷୁର୍ଣ୍ଣ ରଖିବାକୁ ଦାବି କରୁଛନ୍ତି। ସରକାର ଓ ଶିକ୍ଷା ବିଭାଗ ଏ ଦିଗରେ ଦୃଷ୍ଟି ଦେଇ ଉପଯୁକ୍ତ ପଦକ୍ଷେପ ନେବା ଉଚିତ। xyxy=(612,1272,780,1298)
sudoku-cell: 9 xyxy=(233,1226,266,1244)
masthead xyxy=(0,0,945,62)
sudoku-answer-cell: 9 xyxy=(175,1358,196,1373)
lead-paragraph: ଫିଲିପାଇନ୍ସ, ଭିଏତନାମ, ମାଲେସିଆ ଓ ବ୍ରୁନେଇ ଭଳି ଦେଶ ମଧ୍ୟ ଏହି ସାଗରର ଅଂଶବିଶେଷ ଉପରେ ଦାବି କରୁଛନ୍ତି। ତେବେ ଚାଇନା ନିଜର ସାମରିକ ଶକ୍ତି ବଳରେ ସେହି ଦାବିକୁ ଉପେକ୍ଷା କରି ଅଞ୍ଚଳରେ କୃତ୍ରିମ ଦ୍ୱୀପ ନିର୍ମାଣ କରିଚାଲିଛି। ଏହା ଆନ୍ତର୍ଜାତିକ ଆଇନର ସ୍ପଷ୍ଟ ଉଲ୍ଲଂଘନ ବୋଲି ବିଶେଷଜ୍ଞମାନେ କହୁଛନ୍ତି। xyxy=(10,231,190,273)
sudoku-answer-cell: 2 xyxy=(237,1296,258,1311)
sudoku-answer-cell: 9 xyxy=(154,1312,175,1327)
throwback-item: ପାଠଶା ବିଶ୍ୱବିଦ୍ୟାଳୟର ଅଧ୍ୟାପକ ପ୍ରଫେସର ଆର୍‌.ପି. ରାୟ ଏବଂ ରାଜ୍ୟଗାନ ଲୋକ ସାହିତ୍ୟ ପ୍ରତିଷ୍ଠାନର ନିର୍ଦ୍ଦେଶକ କେମିନ କୋଠାରୀଙ୍କୁ ଜାତୀୟ ସ୍ତରରେ ସମ୍ମାନିତ କରାଯାଇଛି। xyxy=(12,937,362,954)
lead-headline: ଚାଇନା ଡରାଉଛି xyxy=(280,71,604,137)
sudoku-answer-cell: 5 xyxy=(216,1296,237,1311)
sudoku-cell xyxy=(266,1170,299,1188)
lead-paragraph: ଚାଇନା ୧ ଦଶନ୍ଧିରୁ ଅଧିକ ସମୟ ଧରି ଦକ୍ଷିଣ ଚାଇନା ସାଗରରେ ନିଜର ଶକ୍ତି ଏବଂ ପ୍ରଭାବ ବଢ଼ାଇବା ପାଇଁ ଆକ୍ରାମକ ଭାବେ ପ୍ରୟାସ କରିଆସୁଛି। ଦେଶଗୁଡ଼ିକ ଗଲେ ଆମେରିକାର ରାଷ୍ଟ୍ରପତି ଭାବେ ଡୋନାଲ୍ଡ ଟ୍ରମ୍ପ ନିର୍ବାଚିତ ହେବା ପରେ ଆଉଥରେ ଏହାର ଗୁରୁତ୍ୱ ବଢ଼ିଯାଇଛି। ବିଶ୍ୱରେ ପ୍ରଧାନ ବିସ୍ତାର ପାଇଁ ଚାଇନା ରାଷ୍ଟ୍ରପତି ଶି ଜିନ୍‌ପିଙ୍ଗ ଯେଉଁ ସବୁ ପଦକ୍ଷେପ ନେଉଛନ୍ତି, ତାହା ଚାଇନା ସାଗରରେ ପ୍ରାଧାନ୍ୟ ବିସ୍ତାରକରିବା ସହ ବିଶ୍ୱର ଅର୍ଥନୈତିକ ତଥା ଭୂ-ରାଜନୈତିକ କ୍ଷେତ୍ରରେ ପ୍ରଭୁତ୍ୱ ହାସଲ କରିବା ଲକ୍ଷ୍ୟରେ। ସେହି ସବୁ ପ୍ରସଙ୍ଗ ନେଇ ଆମେରିକା ସମେତ ଅନ୍ୟାନ୍ୟ ରାଷ୍ଟ୍ର ଏହାକୁ ଏକ ଗମ୍ଭୀର ସମସ୍ୟା ଭାବେ ଦେଖୁଛନ୍ତି। xyxy=(196,470,400,545)
masthead-rule xyxy=(10,60,937,62)
sudoku-answer-cell: 3 xyxy=(91,1312,112,1327)
labour-author-photo xyxy=(374,594,440,674)
throwback-date: ୧୫ ନଭେମ୍ବର ୧୯୭୫ xyxy=(150,907,222,917)
sudoku-answer-cell: 6 xyxy=(195,1296,216,1311)
baliyatra-author: ବିପିନ ବିହାରୀ ରାଉତ xyxy=(852,156,910,165)
divider xyxy=(567,4,568,56)
list-item: ● ପାଠଶା ବିଶ୍ୱବିଦ୍ୟାଳୟର ଅଧ୍ୟାପକ ପ୍ରଫେସର ଆର୍‌.ପି. ରାୟ ଏବଂ ରାଜ୍ୟଗାନ ଲୋକ ସାହିତ୍ୟ ପ୍ରତିଷ୍ଠାନର ନିର୍ଦ୍ଦେଶକ କେମିନ କୋଠାରୀଙ୍କୁ ଜାତୀୟ ସ୍ତରରେ ସମ୍ମାନିତ କରାଯାଇଛି। xyxy=(12,937,362,954)
sudoku-cell: 2 xyxy=(168,1189,201,1207)
sudoku-cell xyxy=(69,1096,102,1114)
sudoku-answer-cell: 1 xyxy=(112,1296,133,1311)
labour-paragraph: ବଲାଙ୍ଗୀର, ନୂଆପଡ଼ା, କଳାହାଣ୍ଡି, ବରଗଡ଼, ଗଞ୍ଜାମ ଓ କୋରାପୁଟ ଜିଲ୍ଲାରୁ ସବୁଠୁ ଅଧିକ ଦାଦନ ଶ୍ରମିକ ବାହାରକୁ ଯାଉଛନ୍ତି। ଦଲାଲମାନେ ଅଗ୍ରିମ ଟଙ୍କା ଦେଇ ସେମାନଙ୍କୁ ଅନ୍ୟ ରାଜ୍ୟକୁ ନେଇଯାଆନ୍ତି ଏବଂ ସେଠାରେ ସେମାନେ ଶୋଷଣର ଶିକାର ହୁଅନ୍ତି। ଅନେକ କ୍ଷେତ୍ରରେ ମଜୁରି ନ ମିଳିବା, ଅମାନବୀୟ ବ୍ୟବହାର ଓ ବନ୍ଧୁଆ ଶ୍ରମିକ ଭଳି ସ୍ଥିତି ଦେଖାଦେଉଛି। xyxy=(648,753,780,819)
divider xyxy=(10,1022,365,1023)
lead-paragraph: ଫିଲିପାଇନ୍ସ, ଭିଏତନାମ, ମାଲେସିଆ ଓ ବ୍ରୁନେଇ ଭଳି ଦେଶ ମଧ୍ୟ ଏହି ସାଗରର ଅଂଶବିଶେଷ ଉପରେ ଦାବି କରୁଛନ୍ତି। ତେବେ ଚାଇନା ନିଜର ସାମରିକ ଶକ୍ତି ବଳରେ ସେହି ଦାବିକୁ ଉପେକ୍ଷା କରି ଅଞ୍ଚଳରେ କୃତ୍ରିମ ଦ୍ୱୀପ ନିର୍ମାଣ କରିଚାଲିଛି। ଏହା ଆନ୍ତର୍ଜାତିକ ଆଇନର ସ୍ପଷ୍ଟ ଉଲ୍ଲଂଘନ ବୋଲି ବିଶେଷଜ୍ଞମାନେ କହୁଛନ୍ତି। xyxy=(600,158,780,199)
sudoku-answer-cell: 6 xyxy=(154,1327,175,1342)
sudoku-answer-cell: 8 xyxy=(154,1281,175,1296)
sudoku-answer-cell: 3 xyxy=(175,1373,196,1388)
divider xyxy=(800,1302,930,1303)
sudoku-answer-cell: 1 xyxy=(133,1358,154,1373)
throwback-items xyxy=(12,928,362,1022)
sudoku-answer-cell: 8 xyxy=(237,1312,258,1327)
labour-photo-railway-station xyxy=(510,850,646,1000)
divider xyxy=(372,690,782,691)
sudoku-cell xyxy=(69,1078,102,1096)
sudoku-answer-cell: 8 xyxy=(112,1342,133,1357)
sudoku-answer-cell: 1 xyxy=(91,1373,112,1388)
sudoku-cell xyxy=(135,1207,168,1225)
sudoku-grid xyxy=(34,1076,334,1246)
lead-paragraph: ଆମେରିକା ଏହି ଅଞ୍ଚଳରେ ନିଜ ମିତ୍ର ରାଷ୍ଟ୍ରମାନଙ୍କ ସହ ସାମରିକ ସହଯୋଗ ବଢ଼ାଇବାକୁ ଚାହୁଁଛି। ଟ୍ରମ୍ପଙ୍କ ନୂଆ ପ୍ରଶାସନ ଏହି ଦିଗରେ କେଉଁ ନୀତି ଆପଣାଇବ, ତାହା ଉପରେ ସମଗ୍ର ଇଣ୍ଡୋ-ପାସିଫିକ ଅଞ୍ଚଳର ଶାନ୍ତି ଓ ସ୍ଥିରତା ନିର୍ଭର କରୁଛି। xyxy=(196,190,376,232)
sudoku-cell xyxy=(135,1096,168,1114)
sudoku-cell xyxy=(200,1115,233,1133)
labour-col-3 xyxy=(648,696,780,1222)
logo-text: ଧରିତ୍ରୀ xyxy=(39,4,80,19)
sudoku-brand xyxy=(12,1030,152,1072)
sudoku-cell xyxy=(299,1226,332,1244)
sudoku-answer-cell: 8 xyxy=(195,1327,216,1342)
divider xyxy=(10,153,780,154)
sudoku-cell xyxy=(168,1133,201,1151)
sudoku-answer-cell: 4 xyxy=(112,1388,133,1403)
sudoku-cell xyxy=(233,1115,266,1133)
letters-body-left: ଉତ୍କଳମଣି ଗୋପବନ୍ଧୁଙ୍କ ସ୍ମୃତିରେ ୧୯୬୧ ମସିହାରେ ପ୍ରତିଷ୍ଠିତ ଗୋପବନ୍ଧୁ ମେମୋରିଆଲ ହାଇସ୍କୁଲ, ଡାକ୍ତରଗୁଡ଼ାର ଏହି ଶିକ୍ଷାନୁଷ୍ଠାନ ଅନେକ ପ୍ରତିଭାଙ୍କୁ ଜନ୍ମ ଦେଇଛି। ତେବେ ବର୍ତ୍ତମାନ ବିଦ୍ୟାଳୟର ନାମ ପରିବର୍ତ୍ତନ ନେଇ ଚର୍ଚ୍ଚା ଚାଲିଛି। xyxy=(374,1332,604,1358)
divider xyxy=(792,174,938,175)
sudoku-answer-cell: 3 xyxy=(216,1281,237,1296)
divider xyxy=(372,1236,782,1237)
sudoku-cell xyxy=(36,1189,69,1207)
sudoku-answer-cell: 1 xyxy=(258,1327,279,1342)
labour-col-2 xyxy=(510,696,640,846)
sudoku-answer-cell: 6 xyxy=(133,1404,154,1419)
sudoku-cell: 1 xyxy=(266,1189,299,1207)
sudoku-instructions: ଉପରେ ପ୍ରଦତ୍ତ ସୁଡୋକୁର ଏଠାରେ ସମାଧାନ କରିବାକୁ ହେବ, ଯେପରି ପ୍ରତ୍ୟେକ ଧାଡ଼ି, ସ୍ତମ୍ଭ ଓ ଆୟତାକାର ବାକ୍ସ ଭିତରେ ୧ରୁ ୯ ପର୍ଯ୍ୟନ୍ତ ଅଙ୍କ ରହିବ। xyxy=(12,1283,82,1369)
sudoku-cell xyxy=(36,1096,69,1114)
list-item: ● ଶିଶୁ ସାହିତ୍ୟର ବିକାଶ ପାଇଁ ପଞ୍ଚାୟତ ସରକାର ରାଜ୍ୟରେ ଏକ ବୃହତ୍ ସଂସ୍ଥା ପ୍ରତିଷ୍ଠା କରିବାକୁ ନିଷ୍ପତ୍ତି ନେଇଛନ୍ତି। xyxy=(12,928,318,936)
sudoku-cell: 5 xyxy=(266,1078,299,1096)
sudoku-answer-vertical xyxy=(284,1280,362,1420)
throwback-label: ବର୍ଷ ତଳର xyxy=(121,861,193,882)
sudoku-cell xyxy=(299,1170,332,1188)
registration-mark xyxy=(140,1476,184,1488)
lead-col-1 xyxy=(10,158,190,584)
divider xyxy=(786,64,787,1449)
sudoku-cell xyxy=(69,1133,102,1151)
email-line-1: E-mail:dharitripress@gmail.com (use only for letters to Editor, news & news photos) xyxy=(497,1425,738,1432)
sudoku-cell xyxy=(36,1207,69,1225)
sudoku-answer-cell: 5 xyxy=(154,1373,175,1388)
chintani-credit-2: -କାଳିନ୍ଦୀ ଚରଣ ପାଣିଗ୍ରାହୀ xyxy=(822,1372,908,1382)
sudoku-answer-cell: 6 xyxy=(91,1358,112,1373)
sudoku-answer-cell: 1 xyxy=(237,1281,258,1296)
lead-paragraph: ଚାଇନା ୧ ଦଶନ୍ଧିରୁ ଅଧିକ ସମୟ ଧରି ଦକ୍ଷିଣ ଚାଇନା ସାଗରରେ ନିଜର ଶକ୍ତି ଏବଂ ପ୍ରଭାବ ବଢ଼ାଇବା ପାଇଁ ଆକ୍ରାମକ ଭାବେ ପ୍ରୟାସ କରିଆସୁଛି। ଦେଶଗୁଡ଼ିକ ଗଲେ ଆମେରିକାର ରାଷ୍ଟ୍ରପତି ଭାବେ ଡୋନାଲ୍ଡ ଟ୍ରମ୍ପ ନିର୍ବାଚିତ ହେବା ପରେ ଆଉଥରେ ଏହାର ଗୁରୁତ୍ୱ ବଢ଼ିଯାଇଛି। ବିଶ୍ୱରେ ପ୍ରଧାନ ବିସ୍ତାର ପାଇଁ ଚାଇନା ରାଷ୍ଟ୍ରପତି ଶି ଜିନ୍‌ପିଙ୍ଗ ଯେଉଁ ସବୁ ପଦକ୍ଷେପ ନେଉଛନ୍ତି, ତାହା ଚାଇନା ସାଗରରେ ପ୍ରାଧାନ୍ୟ ବିସ୍ତାରକରିବା ସହ ବିଶ୍ୱର ଅର୍ଥନୈତିକ ତଥା ଭୂ-ରାଜନୈତିକ କ୍ଷେତ୍ରରେ ପ୍ରଭୁତ୍ୱ ହାସଲ କରିବା ଲକ୍ଷ୍ୟରେ। ସେହି ସବୁ ପ୍ରସଙ୍ଗ ନେଇ ଆମେରିକା ସମେତ ଅନ୍ୟାନ୍ୟ ରାଷ୍ଟ୍ର ଏହାକୁ ଏକ ଗମ୍ଭୀର ସମସ୍ୟା xyxy=(196,223,376,298)
sudoku-cell xyxy=(36,1170,69,1188)
sudoku-answer-cell: 1 xyxy=(154,1388,175,1403)
sudoku-cell xyxy=(233,1096,266,1114)
address-box xyxy=(490,1410,938,1462)
sudoku-cell xyxy=(200,1226,233,1244)
sudoku-cell: 6 xyxy=(69,1152,102,1170)
registration-mark xyxy=(40,1476,100,1488)
issue-date: ୧୫ ନଭେମ୍ବର, ୨୦୨୪ xyxy=(140,30,227,41)
letters-icon xyxy=(376,1240,400,1264)
lead-paragraph: ଚାଇନା ୧ ଦଶନ୍ଧିରୁ ଅଧିକ ସମୟ ଧରି ଦକ୍ଷିଣ ଚାଇନା ସାଗରରେ ନିଜର ଶକ୍ତି ଏବଂ ପ୍ରଭାବ ବଢ଼ାଇବା ପାଇଁ ଆକ୍ରାମକ ଭାବେ ପ୍ରୟାସ କରିଆସୁଛି। ଦେଶଗୁଡ଼ିକ ଗଲେ ଆମେରିକାର ରାଷ୍ଟ୍ରପତି ଭାବେ ଡୋନାଲ୍ଡ ଟ୍ରମ୍ପ ନିର୍ବାଚିତ ହେବା ପରେ ଆଉଥରେ ଏହାର ଗୁରୁତ୍ୱ ବଢ଼ିଯାଇଛି। ବିଶ୍ୱରେ ପ୍ରଧାନ ବିସ୍ତାର ପାଇଁ ଚାଇନା ରାଷ୍ଟ୍ରପତି ଶି ଜିନ୍‌ପିଙ୍ଗ ଯେଉଁ ସବୁ ପଦକ୍ଷେପ ନେଉଛନ୍ତି, ତାହା ଚାଇନା ସାଗରରେ ପ୍ରାଧାନ୍ୟ ବିସ୍ତାରକରିବା ସହ ବିଶ୍ୱର ଅର୍ଥନୈତିକ ତଥା ଭୂ-ରାଜନୈତିକ କ୍ଷେତ୍ରରେ ପ୍ରଭୁତ୍ୱ ହାସଲ କରିବା ଲକ୍ଷ୍ୟରେ। ସେହି ସବୁ ପ୍ରସଙ୍ଗ ନେଇ ଆମେରିକା ସମେତ ଅନ୍ୟାନ୍ୟ ରାଷ୍ଟ୍ର ଏହାକୁ ଏକ ଗମ୍ଭୀର ସମସ୍ୟା ଭାବେ ଦେଖୁଛନ୍ତି। xyxy=(10,158,190,240)
sudoku-cell: 4 xyxy=(168,1152,201,1170)
sudoku-answer-cell: 7 xyxy=(112,1373,133,1388)
lead-col-2b xyxy=(196,446,400,584)
letters-salutation: ମହାଶୟ, xyxy=(374,1322,399,1330)
quote-text: ଉପବାସ ବନ୍ଦବାସ ମଣିଷ ତାଲାଶ - ଲାବଣ୍ୟବାଣ ଶିଖୁମାନଙ୍କୁ ଦୁନିଆ ପ୍ରଭୁ ଚାରାଟି ଆଗାରାହୁ ଅଟକ ରକ୍ଷିସୁଥା - ପୁରୁଷ ଓ ବ୍ୟକ୍ତି - ଯହାଓ ଆରୋବିଲ ଟ୍ୟାବ୍ଲୁ ଏବ ମଧ ଆଗାରାହୁ ତାଣାରି ପରିଶୁରିଷ ଏବଂ ଦିନ ଯୋଗିଥି । xyxy=(336,4,559,30)
chintani-title: ଚିରନ୍ତନୀ xyxy=(827,1273,903,1297)
sudoku-answer-cell: 8 xyxy=(175,1388,196,1403)
sudoku-cell xyxy=(102,1096,135,1114)
sudoku-answer-cell: 4 xyxy=(195,1404,216,1419)
sudoku-cell: 4 xyxy=(69,1115,102,1133)
sudoku-cell xyxy=(266,1096,299,1114)
lead-byline: ପ୍ରଫେସର ଏମେରିଟସ୍ ଅଫ୍ ଷ୍ଟ୍ରାଟେଜିକ୍ ଷ୍ଟଡିଜ, ସେଣ୍ଟର ଫର୍ ପଲିସି ରିସର୍ଚ୍ଚ (ନୂଆଦିଲ୍ଲୀ) xyxy=(606,558,780,575)
daily-quote xyxy=(336,4,562,60)
sudoku-cell xyxy=(69,1226,102,1244)
throwback-item: ଶିଶୁ ସାହିତ୍ୟର ବିକାଶ ପାଇଁ ପଞ୍ଚାୟତ ସରକାର ରାଜ୍ୟରେ ଏକ ବୃହତ୍ ସଂସ୍ଥା ପ୍ରତିଷ୍ଠା କରିବାକୁ ନିଷ୍ପତ୍ତି ନେଇଛନ୍ତି। xyxy=(20,928,318,936)
sudoku-cell xyxy=(233,1170,266,1188)
letters-title: ପାଠକ ଶ୍ରେଷ୍ଠ ବିଚାରକ xyxy=(406,1240,668,1266)
sudoku-cell xyxy=(299,1207,332,1225)
sudoku-answer-cell: 5 xyxy=(237,1358,258,1373)
sudoku-cell xyxy=(200,1133,233,1151)
